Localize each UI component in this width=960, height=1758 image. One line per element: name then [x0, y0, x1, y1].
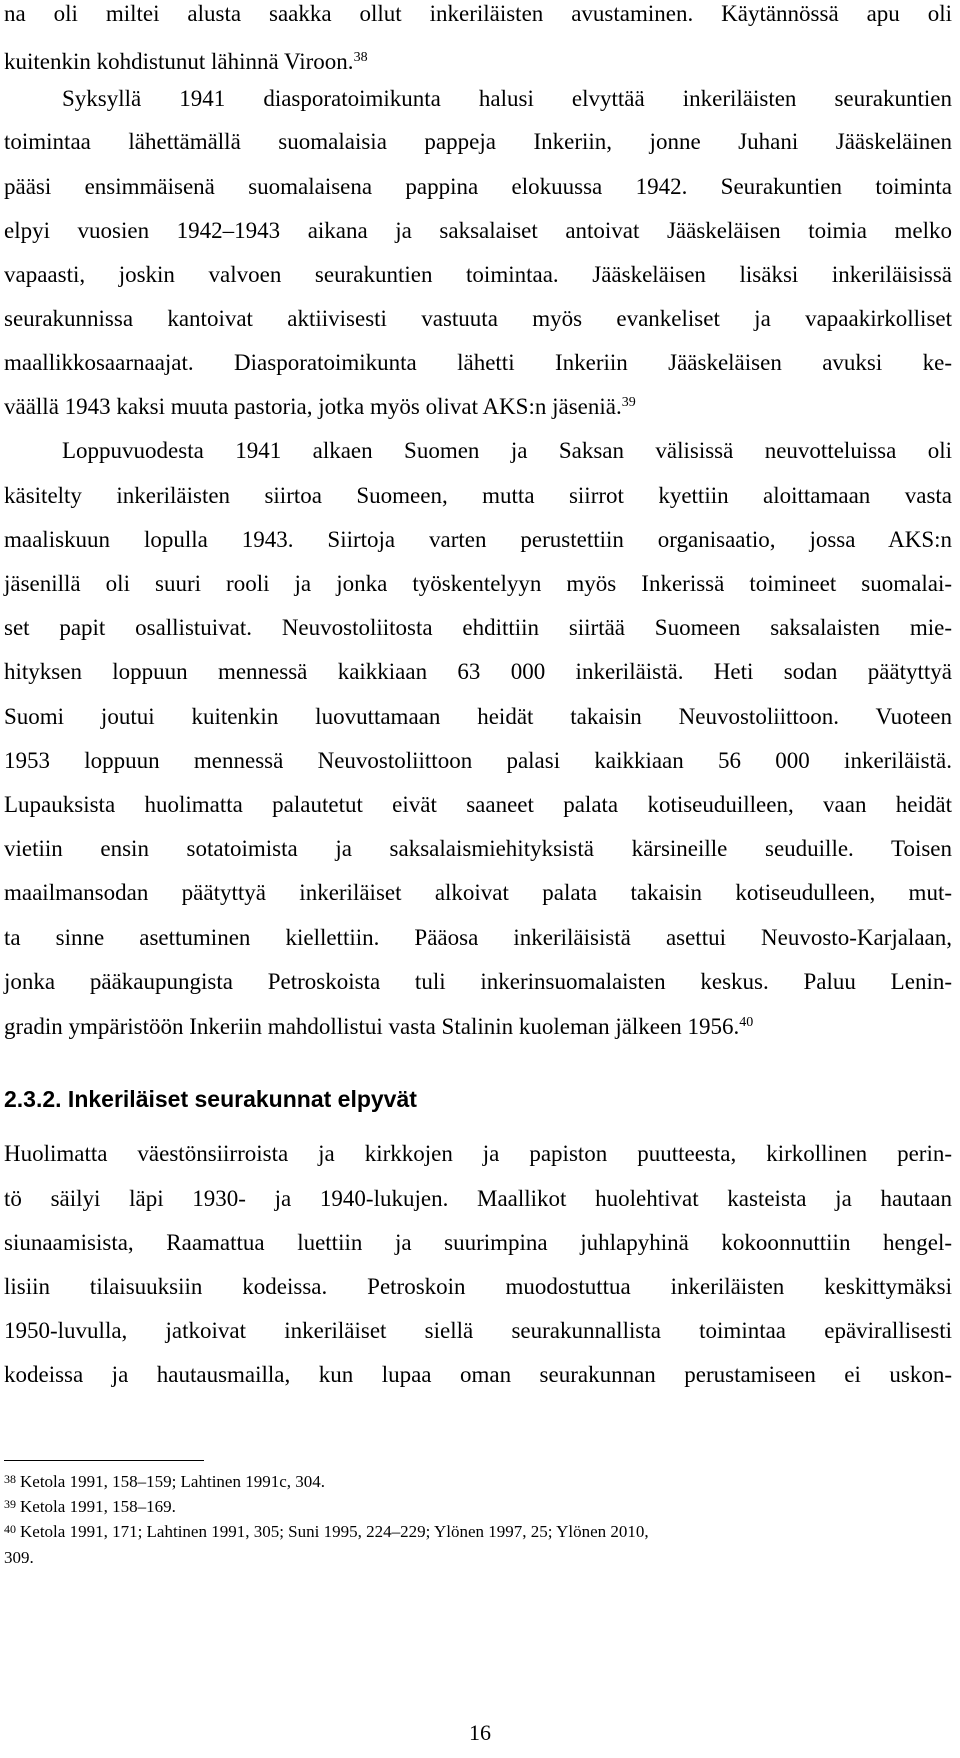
- footnote-text: Ketola 1991, 158–169.: [20, 1497, 176, 1516]
- text-line: jäsenillä oli suuri rooli ja jonka työskentelyyn myös Inkerissä toimineet suomalai-: [4, 571, 952, 596]
- page-number: 16: [469, 1720, 491, 1745]
- footnote-40-continued: [4, 1548, 952, 1568]
- text-line: maaliskuun lopulla 1943. Siirtoja varten perustettiin organisaatio, jossa AKS:n: [4, 527, 952, 552]
- text-line: pääsi ensimmäisenä suomalaisena pappina elokuussa 1942. Seurakuntien toiminta: [4, 174, 952, 199]
- footnote-38: [4, 1472, 952, 1492]
- text-line: toimintaa lähettämällä suomalaisia pappeja Inkeriin, jonne Juhani Jääskeläinen: [4, 129, 952, 154]
- text-line: set papit osallistuivat. Neuvostoliitosta ehdittiin siirtää Suomeen saksalaisten mie-: [4, 615, 952, 640]
- footnote-divider: [4, 1460, 204, 1461]
- text-line: maailmansodan päätyttyä inkeriläiset alkoivat palata takaisin kotiseudulleen, mut-: [4, 880, 952, 905]
- footnote-text: Ketola 1991, 171; Lahtinen 1991, 305; Suni 1995, 224–229; Ylönen 1997, 25; Ylönen 2010,: [20, 1522, 649, 1541]
- footnote-39: [4, 1497, 952, 1517]
- text-line-content: kuitenkin kohdistunut lähinnä Viroon.: [4, 49, 354, 74]
- text-line: Huolimatta väestönsiirroista ja kirkkojen ja papiston puutteesta, kirkollinen perin-: [4, 1141, 952, 1166]
- text-line-content: väällä 1943 kaksi muuta pastoria, jotka myös olivat AKS:n jäseniä.: [4, 394, 622, 419]
- text-line: ta sinne asettuminen kiellettiin. Pääosa inkeriläisistä asettui Neuvosto-Karjalaan,: [4, 925, 952, 950]
- footnote-mark: 38: [4, 1472, 16, 1486]
- text-line: [4, 48, 952, 76]
- text-line: tö säilyi läpi 1930- ja 1940-lukujen. Maallikot huolehtivat kasteista ja hautaan: [4, 1186, 952, 1211]
- footnote-ref-39[interactable]: 39: [621, 395, 636, 410]
- text-line: lisiin tilaisuuksiin kodeissa. Petroskoin muodostuttua inkeriläisten keskittymäksi: [4, 1274, 952, 1299]
- footnote-mark: 40: [4, 1522, 16, 1536]
- text-line: Lupauksista huolimatta palautetut eivät saaneet palata kotiseuduilleen, vaan heidät: [4, 792, 952, 817]
- text-line: Suomi joutui kuitenkin luovuttamaan heidät takaisin Neuvostoliittoon. Vuoteen: [4, 704, 952, 729]
- text-line: [4, 393, 952, 421]
- text-line: 1950-luvulla, jatkoivat inkeriläiset siellä seurakunnallista toimintaa epävirallisesti: [4, 1318, 952, 1343]
- text-line: vapaasti, joskin valvoen seurakuntien toimintaa. Jääskeläisen lisäksi inkeriläisissä: [4, 262, 952, 287]
- text-line: hityksen loppuun mennessä kaikkiaan 63 000 inkeriläistä. Heti sodan päätyttyä: [4, 659, 952, 684]
- footnote-ref-38[interactable]: 38: [353, 50, 368, 65]
- text-line: jonka pääkaupungista Petroskoista tuli inkerinsuomalaisten keskus. Paluu Lenin-: [4, 969, 952, 994]
- text-line: käsitelty inkeriläisten siirtoa Suomeen, mutta siirrot kyettiin aloittamaan vasta: [4, 483, 952, 508]
- text-line: maallikkosaarnaajat. Diasporatoimikunta lähetti Inkeriin Jääskeläisen avuksi ke-: [4, 350, 952, 375]
- footnote-ref-40[interactable]: 40: [739, 1015, 754, 1030]
- text-line: na oli miltei alusta saakka ollut inkeriläisten avustaminen. Käytännössä apu oli: [4, 1, 952, 26]
- footnote-40: [4, 1522, 952, 1542]
- text-line: Syksyllä 1941 diasporatoimikunta halusi elvyttää inkeriläisten seurakuntien: [62, 86, 952, 111]
- text-line-content: gradin ympäristöön Inkeriin mahdollistui vasta Stalinin kuoleman jälkeen 1956.: [4, 1014, 740, 1039]
- footnote-mark: 39: [4, 1497, 16, 1511]
- text-line: kodeissa ja hautausmailla, kun lupaa oman seurakunnan perustamiseen ei uskon-: [4, 1362, 952, 1387]
- text-line: seurakunnissa kantoivat aktiivisesti vastuuta myös evankeliset ja vapaakirkolliset: [4, 306, 952, 331]
- section-heading: 2.3.2. Inkeriläiset seurakunnat elpyvät: [4, 1086, 417, 1112]
- text-line: Loppuvuodesta 1941 alkaen Suomen ja Saksan välisissä neuvotteluissa oli: [62, 438, 952, 463]
- text-line: vietiin ensin sotatoimista ja saksalaismiehityksistä kärsineille seuduille. Toisen: [4, 836, 952, 861]
- text-line: 1953 loppuun mennessä Neuvostoliittoon palasi kaikkiaan 56 000 inkeriläistä.: [4, 748, 952, 773]
- text-line: elpyi vuosien 1942–1943 aikana ja saksalaiset antoivat Jääskeläisen toimia melko: [4, 218, 952, 243]
- text-line: [4, 1013, 952, 1041]
- footnote-text: 309.: [4, 1548, 34, 1567]
- text-line: siunaamisista, Raamattua luettiin ja suurimpina juhlapyhinä kokoonnuttiin hengel-: [4, 1230, 952, 1255]
- footnote-text: Ketola 1991, 158–159; Lahtinen 1991c, 304.: [20, 1472, 326, 1491]
